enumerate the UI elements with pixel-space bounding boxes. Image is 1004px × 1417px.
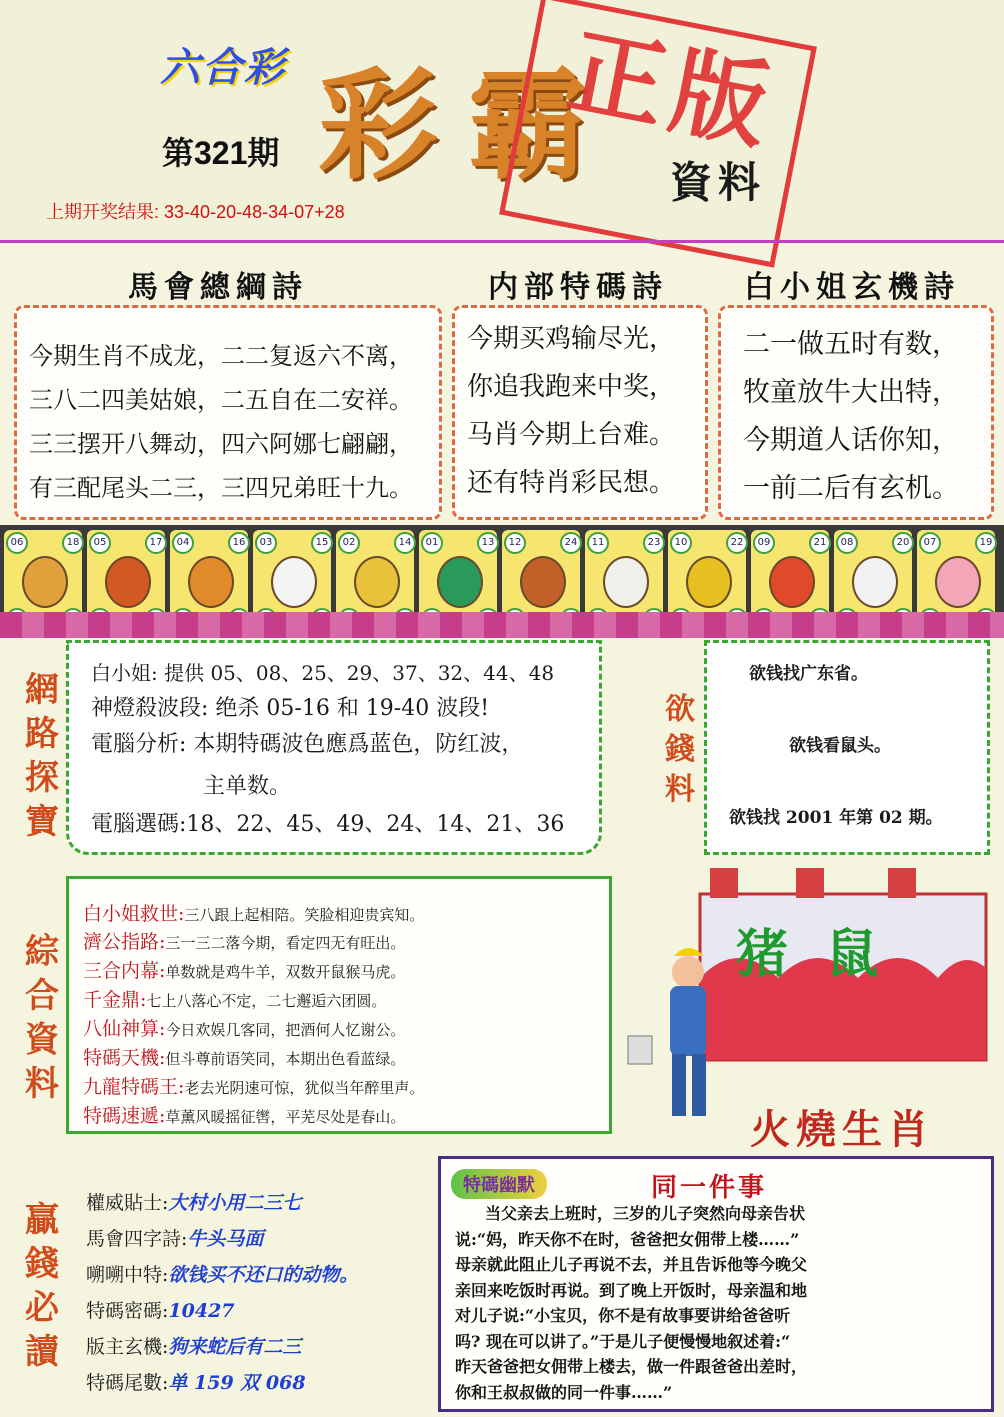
- combo-key: 八仙神算:: [83, 1018, 166, 1040]
- money-side-text: 欲 錢 料: [665, 692, 695, 807]
- win-value: 10427: [168, 1300, 235, 1322]
- combo-row: [83, 985, 386, 1012]
- combo-row: [83, 1043, 405, 1070]
- joke-line: 说:“妈，昨天你不在时，爸爸把女佣带上楼……”: [455, 1229, 800, 1249]
- poem-box-3: [718, 305, 994, 520]
- last-result-value: 33-40-20-48-34-07+28: [164, 202, 345, 222]
- poem-line: 今期买鸡输尽光，: [467, 324, 676, 354]
- joke-line: 你和王叔叔做的同一件事……”: [455, 1382, 673, 1402]
- net-side-text: 網 路 探 寶: [25, 670, 59, 842]
- zodiac-number: 09: [753, 532, 775, 554]
- win-row: [86, 1224, 263, 1251]
- poem-line: 今期生肖不成龙，二二复返六不离，: [29, 342, 413, 370]
- combo-side-text: 綜 合 資 料: [25, 932, 59, 1104]
- joke-text: [455, 1201, 983, 1405]
- combo-value: 老去光阴速可惊，犹似当年醉里声。: [184, 1079, 425, 1097]
- net-line: 電腦分析: 本期特碼波色應爲蓝色，防红波，: [91, 732, 524, 757]
- zodiac-number: 16: [228, 532, 250, 554]
- pillar: [710, 868, 738, 898]
- dog-icon: [852, 556, 898, 608]
- poem-line: 三三摆开八舞动，四六阿娜七翩翩，: [29, 430, 413, 458]
- rooster-icon: [769, 556, 815, 608]
- zodiac-number: 21: [809, 532, 831, 554]
- monkey-icon: [686, 556, 732, 608]
- zodiac-number: 04: [172, 532, 194, 554]
- zodiac-number: 03: [255, 532, 277, 554]
- header-subtitle: 資料: [670, 158, 767, 207]
- zodiac-number: 24: [560, 532, 582, 554]
- issue-number: 第321期: [162, 135, 280, 171]
- poem-line: 有三配尾头二三，三四兄弟旺十九。: [29, 474, 413, 502]
- poem-line: 一前二后有玄机。: [743, 473, 959, 504]
- painter-body: [670, 986, 706, 1056]
- win-side-title: [22, 1198, 62, 1374]
- net-line: 神燈殺波段: 绝杀 05-16 和 19-40 波段!: [91, 696, 490, 721]
- win-row: [86, 1332, 301, 1359]
- win-box: [86, 1186, 432, 1406]
- brand-small: 六合彩: [160, 45, 286, 91]
- combo-value: 草薰风暖摇征辔，平芜尽处是春山。: [165, 1108, 406, 1126]
- combo-value: 三一三二落今期，看定四无有旺出。: [165, 934, 406, 952]
- money-line: 欲钱看鼠头。: [789, 736, 891, 756]
- zodiac-number: 13: [477, 532, 499, 554]
- zodiac-number: 23: [643, 532, 665, 554]
- combo-key: 三合内幕:: [83, 960, 166, 982]
- poem-box-2: [452, 305, 708, 520]
- net-side-title: [22, 668, 62, 844]
- poem-line: 马肖今期上台难。: [467, 420, 676, 450]
- combo-value: 今日欢娱几客同，把酒何人忆谢公。: [165, 1021, 406, 1039]
- win-key: 嗍嗍中特:: [86, 1264, 169, 1286]
- win-row: [86, 1368, 306, 1395]
- win-value: 狗来蛇后有二三: [168, 1336, 302, 1358]
- win-row: [86, 1188, 301, 1215]
- money-box: [704, 640, 990, 855]
- joke-line: 昨天爸爸把女佣带上楼去，做一件跟爸爸出差时，: [455, 1357, 808, 1376]
- net-line: 白小姐: 提供 05、08、25、29、37、32、44、48: [91, 661, 555, 685]
- combo-key: 千金鼎:: [83, 989, 147, 1011]
- win-value: 欲钱买不还口的动物。: [168, 1264, 359, 1286]
- rabbit-icon: [271, 556, 317, 608]
- net-box: [66, 640, 602, 855]
- painter-caption: 火燒生肖: [750, 1106, 934, 1153]
- net-line: 主单数。: [203, 774, 292, 799]
- dragon-icon: [354, 556, 400, 608]
- joke-box: [438, 1156, 994, 1412]
- tiger-icon: [188, 556, 234, 608]
- zodiac-band: [0, 612, 1004, 638]
- joke-line: 亲回来吃饭时再说。到了晚上开饭时，母亲温和地: [455, 1280, 808, 1300]
- horse-icon: [520, 556, 566, 608]
- last-result-label: 上期开奖结果:: [46, 202, 160, 222]
- joke-line: 吗? 现在可以讲了。”于是儿子便慢慢地叙述着:“: [455, 1331, 791, 1351]
- poem-title-2: 内部特碼詩: [488, 270, 668, 305]
- joke-line: 对儿子说:“小宝贝，你不是有故事要讲给爸爸听: [455, 1306, 791, 1325]
- combo-value: 三八跟上起相陪。笑脸相迎贵宾知。: [184, 906, 425, 924]
- money-side-title: [660, 690, 700, 810]
- combo-key: 特碼天機:: [83, 1047, 166, 1069]
- pillar: [796, 868, 824, 898]
- zodiac-number: 20: [892, 532, 914, 554]
- rat-icon: [22, 556, 68, 608]
- combo-row: [83, 927, 405, 954]
- combo-box: [66, 876, 612, 1134]
- combo-row: [83, 1072, 424, 1099]
- win-key: 權威貼士:: [86, 1192, 169, 1214]
- pig-icon: [935, 556, 981, 608]
- zodiac-number: 01: [421, 532, 443, 554]
- zodiac-number: 07: [919, 532, 941, 554]
- poem-line: 二一做五时有数，: [743, 329, 959, 360]
- painter-leg: [672, 1054, 686, 1116]
- combo-row: [83, 1014, 405, 1041]
- snake-icon: [437, 556, 483, 608]
- win-value: 单 159 双 068: [168, 1372, 306, 1394]
- money-line: 欲钱找广东省。: [749, 664, 868, 684]
- combo-key: 濟公指路:: [83, 931, 166, 953]
- win-key: 馬會四字詩:: [86, 1228, 188, 1250]
- combo-value: 单数就是鸡牛羊，双数开鼠猴马虎。: [165, 963, 406, 981]
- painter-head: [672, 956, 704, 988]
- win-key: 特碼尾數:: [86, 1372, 169, 1394]
- win-key: 版主玄機:: [86, 1336, 169, 1358]
- combo-key: 特碼速遞:: [83, 1105, 166, 1127]
- joke-line: 当父亲去上班时，三岁的儿子突然向母亲告状: [485, 1204, 806, 1223]
- combo-row: [83, 1101, 405, 1128]
- last-result: [46, 198, 345, 224]
- poem-title-3: 白小姐玄機詩: [744, 270, 960, 305]
- poem-line: 还有特肖彩民想。: [467, 468, 676, 498]
- zodiac-number: 22: [726, 532, 748, 554]
- combo-value: 但斗尊前语笑同，本期出色看蓝绿。: [165, 1050, 406, 1068]
- header-divider: [0, 240, 1004, 243]
- win-row: [86, 1296, 235, 1323]
- win-row: [86, 1260, 358, 1287]
- combo-value: 七上八落心不定，二七邂逅六团圆。: [146, 992, 387, 1010]
- stamp-text: 正版: [559, 14, 786, 165]
- zodiac-number: 10: [670, 532, 692, 554]
- joke-tag: 特碼幽默: [451, 1169, 547, 1199]
- goat-icon: [603, 556, 649, 608]
- combo-row: [83, 956, 405, 983]
- zodiac-number: 11: [587, 532, 609, 554]
- combo-side-title: [22, 930, 62, 1106]
- combo-key: 九龍特碼王:: [83, 1076, 185, 1098]
- pillar: [888, 868, 916, 898]
- brand-title: 彩霸: [318, 55, 618, 196]
- win-value: 牛头马面: [187, 1228, 264, 1250]
- painter-board-text: 猪 鼠: [736, 924, 889, 985]
- combo-key: 白小姐救世:: [83, 903, 185, 925]
- money-line: 欲钱找 2001 年第 02 期。: [729, 808, 943, 828]
- joke-line: 母亲就此阻止儿子再说不去，并且告诉他等今晚父: [455, 1255, 808, 1274]
- net-line: 電腦選碼:18、22、45、49、24、14、21、36: [91, 812, 565, 837]
- zodiac-number: 19: [975, 532, 997, 554]
- poem-line: 今期道人话你知，: [743, 425, 959, 456]
- paint-bucket: [628, 1036, 652, 1064]
- zodiac-number: 15: [311, 532, 333, 554]
- zodiac-number: 12: [504, 532, 526, 554]
- zodiac-number: 08: [836, 532, 858, 554]
- zodiac-number: 06: [6, 532, 28, 554]
- combo-row: [83, 899, 424, 926]
- poem-line: 三八二四美姑娘，二五自在二安祥。: [29, 386, 413, 414]
- joke-title: 同一件事: [651, 1173, 768, 1203]
- zodiac-number: 02: [338, 532, 360, 554]
- win-value: 大村小用二三七: [168, 1192, 302, 1214]
- poem-line: 牧童放牛大出特，: [743, 377, 959, 408]
- poem-title-1: 馬會總綱詩: [128, 270, 308, 305]
- zodiac-number: 05: [89, 532, 111, 554]
- zodiac-number: 18: [62, 532, 84, 554]
- poem-line: 你追我跑来中奖，: [467, 372, 676, 402]
- zodiac-number: 17: [145, 532, 167, 554]
- win-key: 特碼密碼:: [86, 1300, 169, 1322]
- win-side-text: 贏 錢 必 讀: [25, 1200, 59, 1372]
- ox-icon: [105, 556, 151, 608]
- zodiac-number: 14: [394, 532, 416, 554]
- poem-box-1: [14, 305, 442, 520]
- painter-leg: [692, 1054, 706, 1116]
